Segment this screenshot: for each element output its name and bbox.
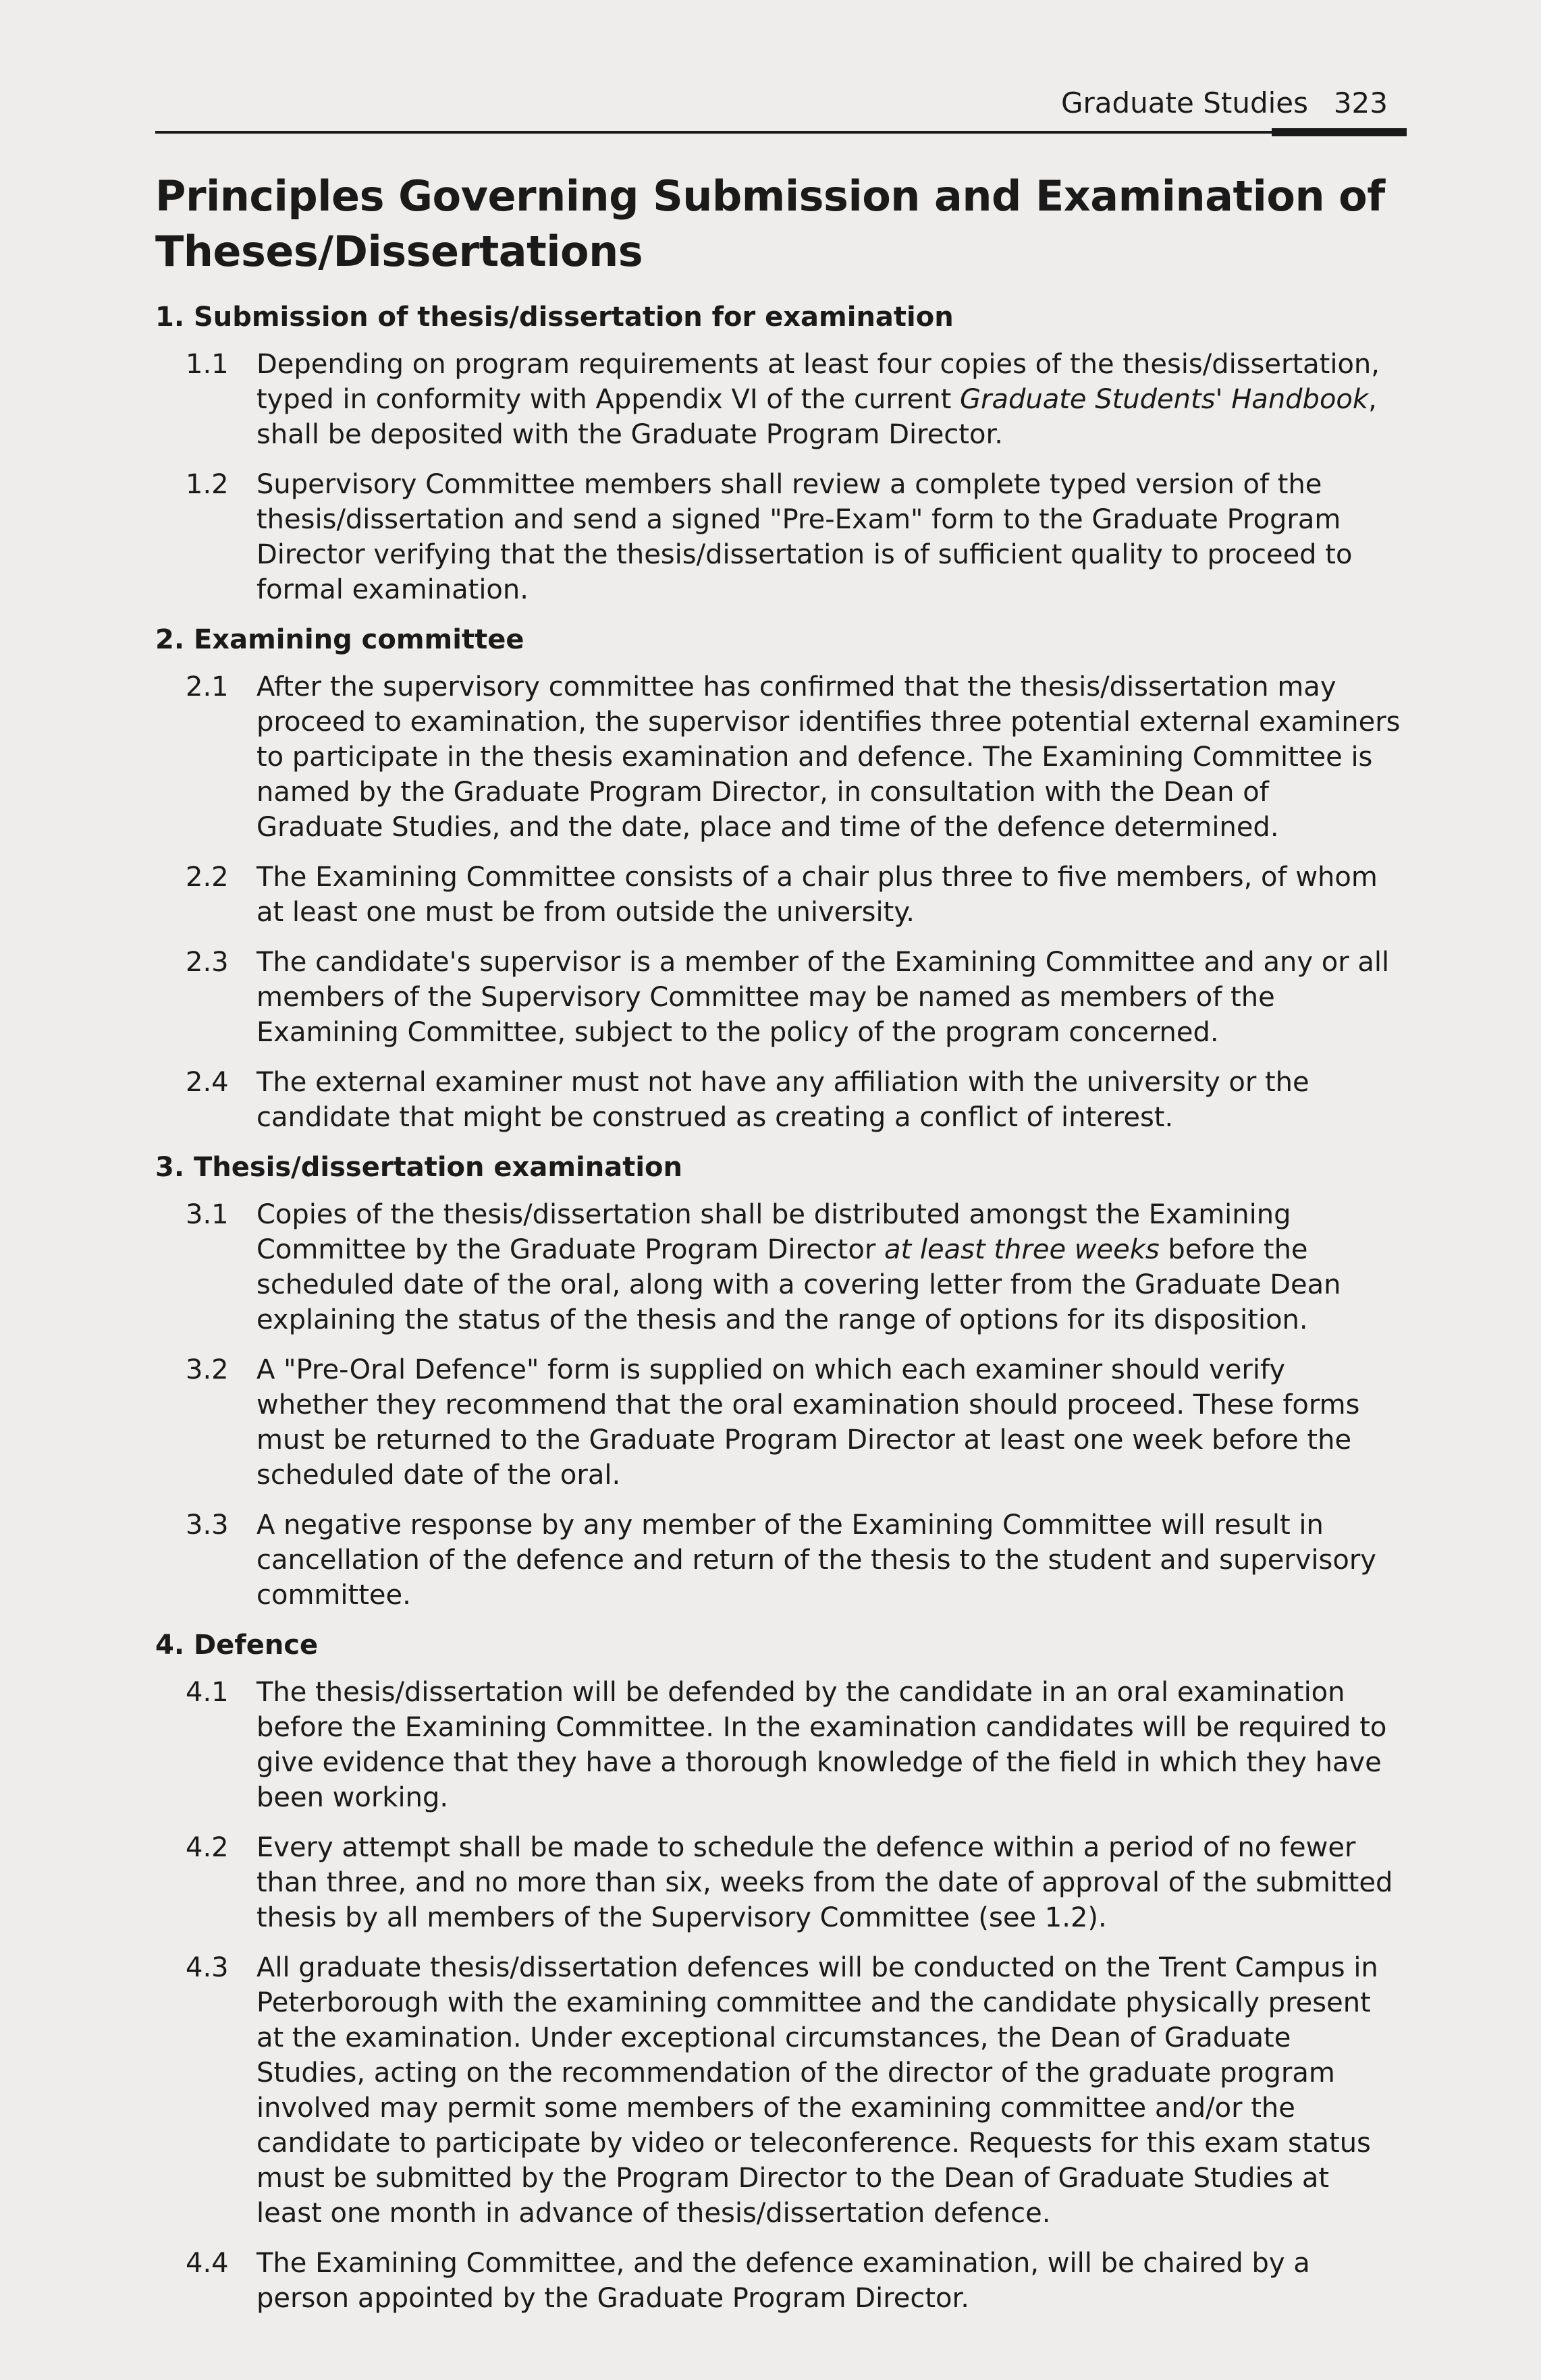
document-title <box>155 169 1403 279</box>
document-body <box>155 169 1403 2331</box>
clause-text: All graduate thesis/dissertation defences will be conducted on the Trent Campus in Peterborough with the examining committee and the candidate physically present at the examination. Under exceptional circumstances, the Dean of Graduate Studies, acting on the recommendation of the director of the graduate program involved may permit some members of the examining committee and/or the candidate to participate by video or teleconference. Requests for this exam status must be submitted by the Program Director to the Dean of Graduate Studies at least one month in advance of thesis/dissertation defence. <box>256 1952 1378 2229</box>
section-submission <box>155 300 1403 607</box>
clause-2-2 <box>186 860 1403 930</box>
section-heading: 3. Thesis/dissertation examination <box>155 1152 682 1183</box>
clause-text-part: Depending on program requirements at least four copies of the thesis/dissertation, typed in conformity with Appendix VI of the current <box>256 349 1380 415</box>
clause-1-1 <box>186 347 1403 452</box>
clause-number: 3.3 <box>186 1510 229 1541</box>
emphasis-deadline: at least three weeks <box>884 1234 1160 1265</box>
section-examination <box>155 1150 1403 1613</box>
clause-4-4 <box>186 2246 1403 2316</box>
clause-number: 1.1 <box>186 349 229 380</box>
clause-number: 1.2 <box>186 469 229 500</box>
clause-text: Supervisory Committee members shall review a complete typed version of the thesis/dissertation and send a signed "Pre-Exam" form to the Graduate Program Director verifying that the thesis/dissertation is of sufficient quality to proceed to formal examination. <box>256 469 1353 605</box>
header-rule-accent <box>1272 128 1407 136</box>
clause-number: 2.4 <box>186 1067 229 1098</box>
clause-4-2 <box>186 1830 1403 1935</box>
clause-number: 3.2 <box>186 1354 229 1385</box>
header-section-title: Graduate Studies <box>1060 86 1308 119</box>
clause-number: 2.2 <box>186 862 229 893</box>
clause-number: 3.1 <box>186 1199 229 1230</box>
page-number: 323 <box>1333 86 1388 119</box>
section-heading: 4. Defence <box>155 1630 319 1661</box>
clause-text <box>256 347 1403 452</box>
section-heading: 1. Submission of thesis/dissertation for examination <box>155 302 954 333</box>
clause-text: A negative response by any member of the Examining Committee will result in cancellation of the defence and return of the thesis to the student and supervisory committee. <box>256 1510 1376 1611</box>
clause-number: 4.4 <box>186 2248 229 2279</box>
clause-text <box>256 1197 1403 1337</box>
clause-4-3 <box>186 1950 1403 2231</box>
running-header <box>155 81 1403 135</box>
header-rule <box>155 131 1403 134</box>
section-heading: 2. Examining committee <box>155 624 524 655</box>
clause-text-part: , shall be deposited with the Graduate Program Director. <box>256 384 1377 450</box>
clause-text: The candidate's supervisor is a member of the Examining Committee and any or all members of the Supervisory Committee may be named as members of the Examining Committee, subject to the policy of the program concerned. <box>256 947 1390 1048</box>
clause-3-2 <box>186 1352 1403 1493</box>
handbook-title: Graduate Students' Handbook <box>960 384 1369 415</box>
clause-text: The Examining Committee, and the defence examination, will be chaired by a person appointed by the Graduate Program Director. <box>256 2248 1310 2314</box>
clause-text: The external examiner must not have any affiliation with the university or the candidate that might be construed as creating a conflict of interest. <box>256 1067 1309 1133</box>
clause-text: The thesis/dissertation will be defended by the candidate in an oral examination before the Examining Committee. In the examination candidates will be required to give evidence that they have a thorough knowledge of the field in which they have been working. <box>256 1677 1387 1813</box>
clause-text: The Examining Committee consists of a chair plus three to five members, of whom at least one must be from outside the university. <box>256 862 1378 928</box>
clause-number: 4.1 <box>186 1677 229 1708</box>
clause-3-3 <box>186 1507 1403 1613</box>
clause-3-1 <box>186 1197 1403 1337</box>
clause-number: 4.2 <box>186 1832 229 1863</box>
clause-text: Every attempt shall be made to schedule the defence within a period of no fewer than three, and no more than six, weeks from the date of approval of the submitted thesis by all members of the Supervisory Committee (see 1.2). <box>256 1832 1393 1933</box>
clause-text: A "Pre-Oral Defence" form is supplied on which each examiner should verify whether they recommend that the oral examination should proceed. These forms must be returned to the Graduate Program Director at least one week before the scheduled date of the oral. <box>256 1354 1360 1491</box>
clause-text-part: before the scheduled date of the oral, along with a covering letter from the Graduate Dean explaining the status of the thesis and the range of options for its disposition. <box>256 1234 1341 1335</box>
clause-number: 4.3 <box>186 1952 229 1983</box>
document-title-line-2: Theses/Dissertations <box>155 227 643 276</box>
section-defence <box>155 1628 1403 2316</box>
clause-number: 2.3 <box>186 947 229 978</box>
section-examining-committee <box>155 622 1403 1135</box>
clause-text-part: Copies of the thesis/dissertation shall be distributed amongst the Examining Committee by the Graduate Program Director <box>256 1199 1291 1265</box>
document-title-line-1: Principles Governing Submission and Examination of <box>155 171 1385 221</box>
clause-1-2 <box>186 467 1403 607</box>
clause-4-1 <box>186 1675 1403 1815</box>
clause-number: 2.1 <box>186 671 229 702</box>
clause-2-3 <box>186 945 1403 1050</box>
clause-2-4 <box>186 1065 1403 1135</box>
clause-text: After the supervisory committee has confirmed that the thesis/dissertation may proceed to examination, the supervisor identifies three potential external examiners to participate in the thesis examination and defence. The Examining Committee is named by the Graduate Program Director, in consultation with the Dean of Graduate Studies, and the date, place and time of the defence determined. <box>256 671 1401 843</box>
clause-2-1 <box>186 669 1403 845</box>
